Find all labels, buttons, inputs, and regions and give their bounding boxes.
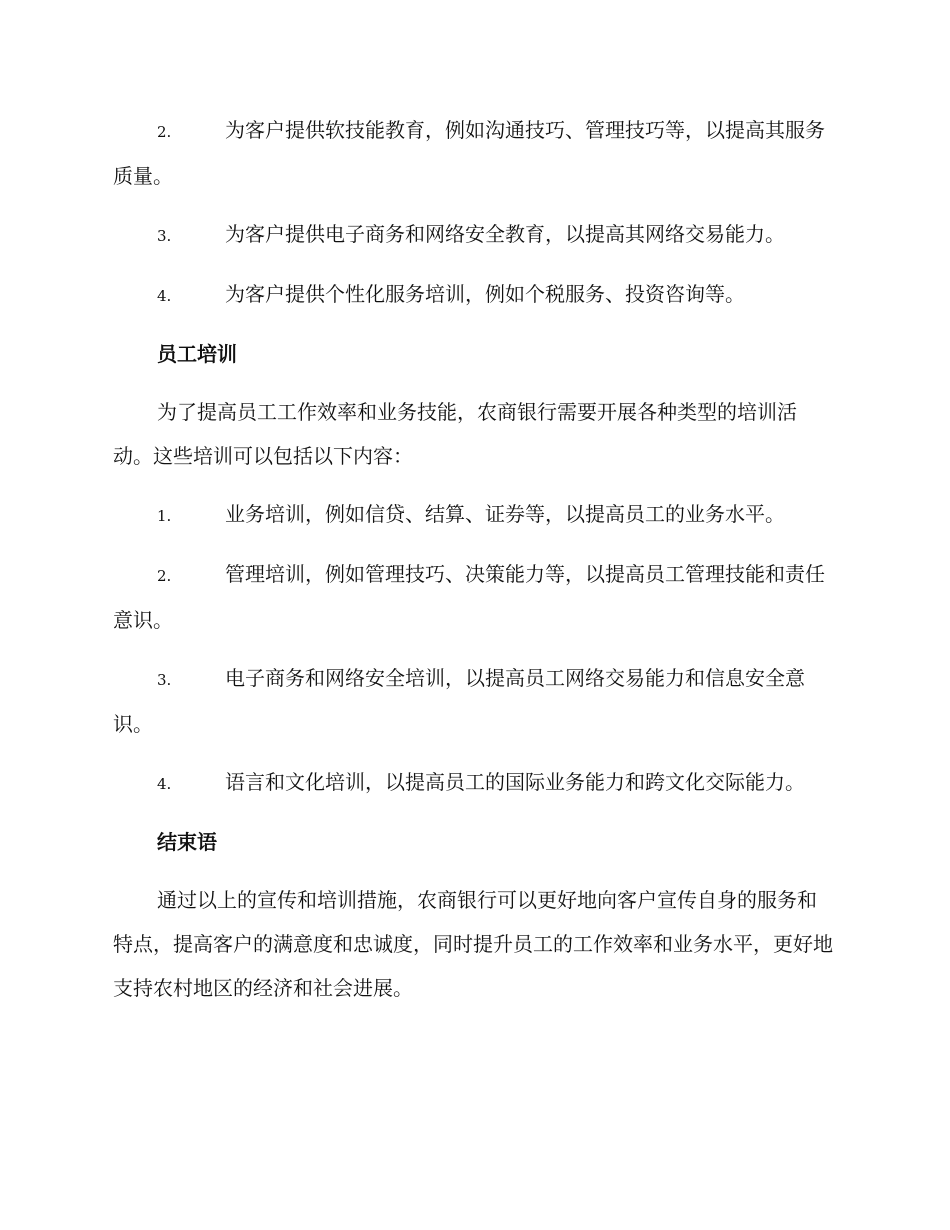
section-heading-staff-training: 员工培训 <box>157 342 237 366</box>
list-text: 为客户提供个性化服务培训，例如个税服务、投资咨询等。 <box>225 282 745 306</box>
list-number: 2. <box>157 123 172 141</box>
list-number: 3. <box>157 671 172 689</box>
conclusion-text: 通过以上的宣传和培训措施，农商银行可以更好地向客户宣传自身的服务和特点，提高客户的满意度和忠诚度，同时提升员工的工作效率和业务水平，更好地支持农村地区的经济和社会进展。 <box>113 888 833 1000</box>
list-text: 电子商务和网络安全培训，以提高员工网络交易能力和信息安全意识。 <box>113 666 805 736</box>
list-number: 2. <box>157 567 172 585</box>
list-text: 为客户提供电子商务和网络安全教育，以提高其网络交易能力。 <box>225 222 785 246</box>
list-item <box>113 760 835 806</box>
list-item <box>113 552 835 642</box>
list-item <box>113 492 835 538</box>
staff-training-intro: 为了提高员工工作效率和业务技能，农商银行需要开展各种类型的培训活动。这些培训可以包括以下内容： <box>113 400 797 468</box>
list-item <box>113 656 835 746</box>
list-number: 1. <box>157 507 172 525</box>
document-body <box>113 108 835 1024</box>
list-text: 管理培训，例如管理技巧、决策能力等，以提高员工管理技能和责任意识。 <box>113 562 825 632</box>
list-item <box>113 212 835 258</box>
list-item <box>113 108 835 198</box>
list-text: 业务培训，例如信贷、结算、证券等，以提高员工的业务水平。 <box>225 502 785 526</box>
list-number: 4. <box>157 775 172 793</box>
list-number: 4. <box>157 287 172 305</box>
list-text: 语言和文化培训，以提高员工的国际业务能力和跨文化交际能力。 <box>225 770 805 794</box>
list-number: 3. <box>157 227 172 245</box>
list-text: 为客户提供软技能教育，例如沟通技巧、管理技巧等，以提高其服务质量。 <box>113 118 825 188</box>
section-heading-conclusion: 结束语 <box>157 830 217 854</box>
list-item <box>113 272 835 318</box>
